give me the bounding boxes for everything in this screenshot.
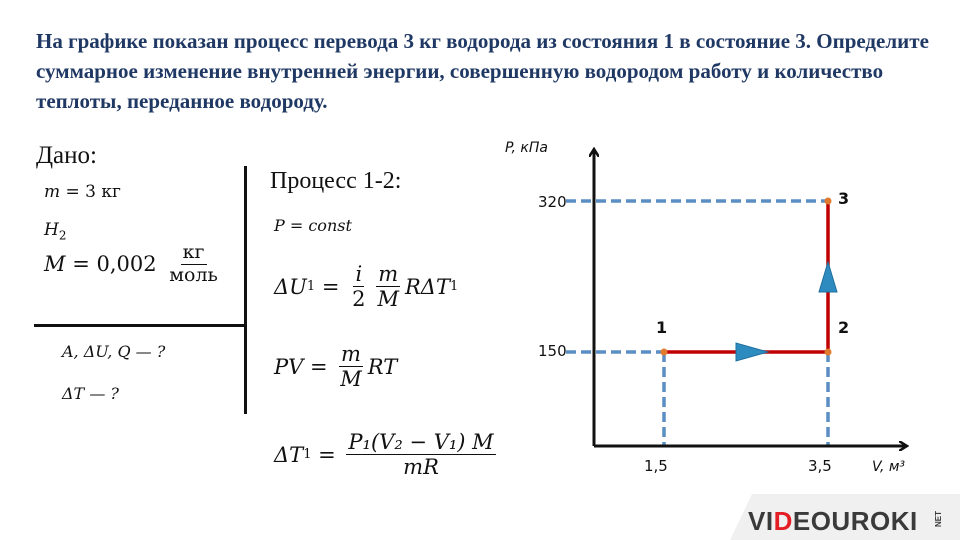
find-list-2: ΔT — ?: [62, 384, 119, 403]
gas-subscript: 2: [58, 228, 67, 243]
mass-symbol: m: [44, 182, 61, 202]
dt-lhs: ΔT: [274, 442, 304, 467]
logo-part-1: VI: [748, 506, 774, 536]
state-point-3: [825, 198, 832, 205]
gas-symbol: H: [44, 220, 59, 240]
videouroki-logo: [748, 506, 918, 537]
process-title: Процесс 1-2:: [270, 168, 402, 194]
arrow-right-icon: [736, 343, 768, 361]
pv-frac-den: M: [340, 367, 362, 392]
v-axis-label: V, м³: [872, 459, 906, 475]
x-tick-1-5: 1,5: [644, 457, 668, 475]
x-tick-3-5: 3,5: [808, 457, 832, 475]
logo-part-3: EOUROKI: [792, 506, 918, 536]
du-frac-m-den: M: [377, 287, 399, 312]
mass-value: = 3 кг: [60, 182, 121, 202]
molar-symbol: M: [44, 252, 66, 277]
dt-sub: 1: [303, 447, 312, 463]
point-label-2: 2: [838, 318, 850, 337]
point-label-1: 1: [656, 318, 668, 337]
du-frac-i-den: 2: [352, 287, 366, 312]
state-point-2: [825, 349, 832, 356]
du-tail: RΔT: [405, 274, 450, 299]
dt-eq: =: [311, 442, 343, 467]
pv-frac-num: m: [341, 342, 361, 366]
du-frac-i-num: i: [355, 262, 363, 286]
process-condition: P = const: [274, 216, 352, 235]
y-tick-150: 150: [538, 342, 567, 360]
dt-frac-den: mR: [403, 455, 439, 480]
du-tail-sub: 1: [449, 279, 459, 295]
molar-unit-num: кг: [182, 241, 205, 263]
logo-part-2: D: [773, 506, 793, 536]
logo-suffix: NET: [934, 511, 943, 527]
p-axis-label: P, кПа: [505, 140, 548, 156]
find-list-1: A, ΔU, Q — ?: [62, 342, 166, 361]
du-sub: 1: [306, 279, 316, 295]
arrow-up-icon: [819, 262, 837, 292]
du-eq: =: [315, 274, 347, 299]
pv-lhs: PV =: [274, 354, 335, 379]
pv-tail: RT: [367, 354, 398, 379]
molar-eq: = 0,002: [65, 252, 164, 277]
dt-frac-num: P₁(V₂ − V₁) M: [348, 430, 494, 454]
du-lhs: ΔU: [274, 274, 307, 299]
state-point-1: [661, 349, 668, 356]
y-tick-320: 320: [538, 193, 567, 211]
point-label-3: 3: [838, 189, 850, 208]
du-frac-m-num: m: [378, 262, 399, 286]
molar-unit-den: моль: [169, 263, 218, 286]
problem-statement: На графике показан процесс перевода 3 кг водорода из состояния 1 в состояние 3. Определите суммарное изменение внутренней энергии, совершенную водородом работу и количество теплоты, переданное водороду.: [36, 29, 929, 113]
given-title: Дано:: [36, 142, 97, 169]
